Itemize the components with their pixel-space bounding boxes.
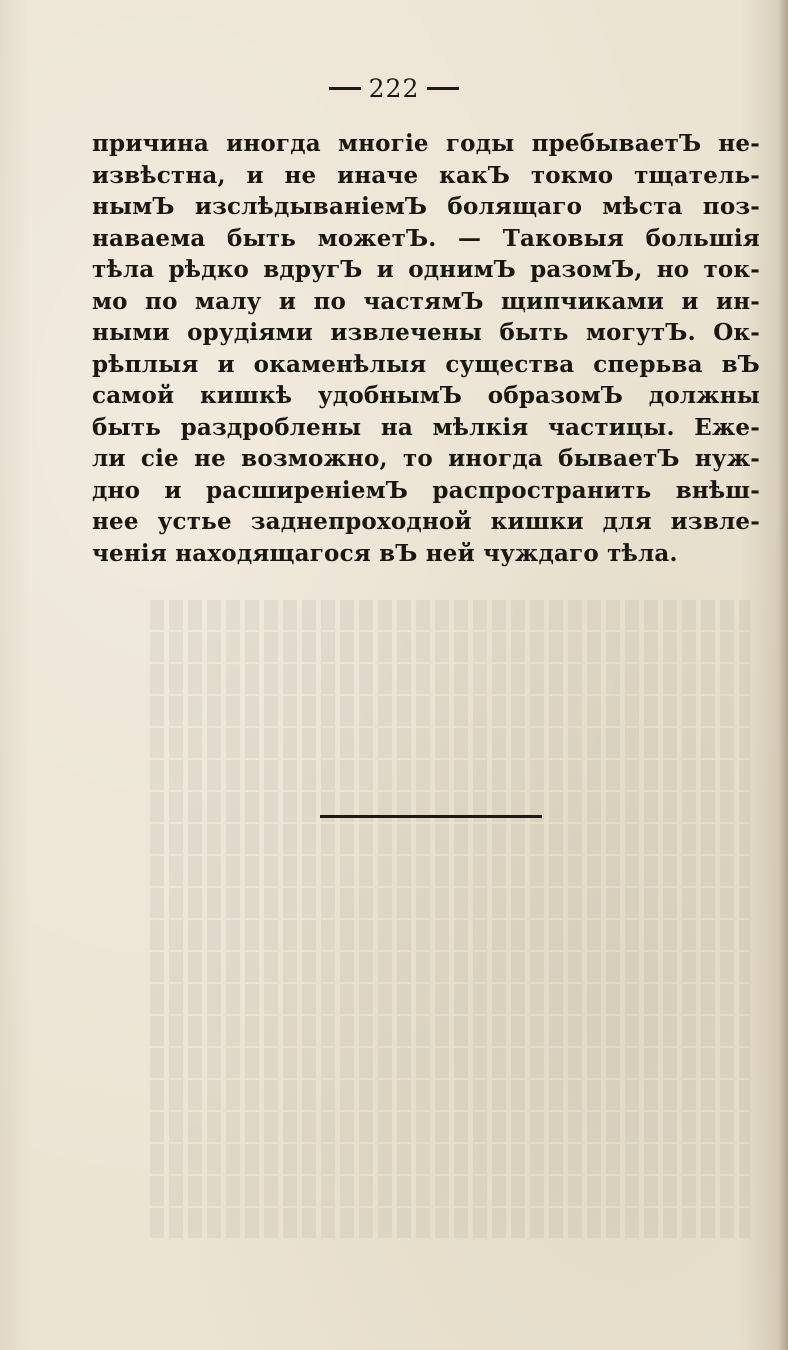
text-line: дно и расширеніемЪ распространить внѣш- <box>92 476 760 504</box>
section-end-rule <box>320 815 542 818</box>
text-line: ными орудіями извлечены быть могутЪ. Ок- <box>92 319 760 346</box>
bleed-through-texture <box>150 600 750 1300</box>
text-line: наваема быть можетЪ. — Таковыя большія <box>92 224 760 252</box>
page-number-left-dash <box>329 87 361 90</box>
text-line: ли сіе не возможно, то иногда бываетЪ нуж- <box>92 445 760 472</box>
page-number-value: 222 <box>368 74 420 103</box>
text-line: быть раздроблены на мѣлкія частицы. Еже- <box>92 413 760 441</box>
text-line-last: ченія находящагося вЪ ней чуждаго тѣла. <box>92 539 678 567</box>
text-line: нее устье заднепроходной кишки для извле- <box>92 508 760 535</box>
text-line: самой кишкѣ удобнымЪ образомЪ должны <box>92 382 760 409</box>
text-line: извѣстна, и не иначе какЪ токмо тщатель- <box>92 161 760 189</box>
text-line: тѣла рѣдко вдругЪ и однимЪ разомЪ, но ток- <box>92 256 760 283</box>
text-line: рѣплыя и окаменѣлыя существа сперьва вЪ <box>92 350 760 378</box>
page-number-right-dash <box>427 87 459 90</box>
text-line: нымЪ изслѣдываніемЪ болящаго мѣста поз- <box>92 193 760 220</box>
text-line: мо по малу и по частямЪ щипчиками и ин- <box>92 287 760 315</box>
page-number <box>0 74 788 103</box>
page-edge-shadow <box>778 0 788 1350</box>
text-line: причина иногда многіе годы пребываетЪ не- <box>92 130 760 157</box>
body-text <box>92 128 760 569</box>
